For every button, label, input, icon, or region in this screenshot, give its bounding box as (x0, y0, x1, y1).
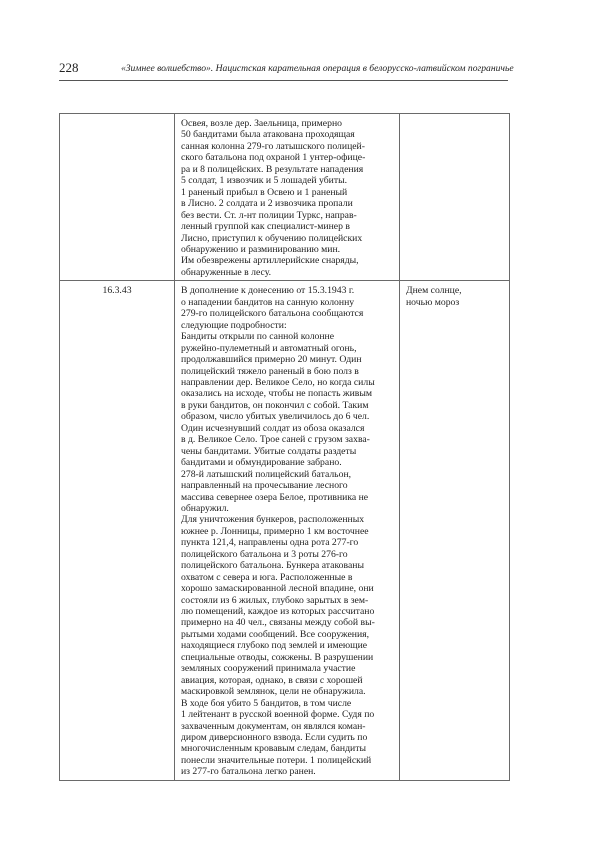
text-line: южнее р. Лонницы, примерно 1 км восточнее (181, 525, 369, 537)
text-line: примерно на 40 чел., связаны между собой вы- (181, 617, 375, 629)
text-line: полицейского батальона. Бункера атакованы (181, 560, 364, 572)
text-line: Бандиты открыли по санной колонне (181, 331, 335, 343)
text-line: Один исчезнувший солдат из обоза оказался (181, 422, 365, 434)
text-line: специальные отводы, сожжены. В разрушении (181, 651, 374, 663)
text-line: многочисленным кровавым следам, бандиты (181, 743, 366, 755)
weather-line: ночью мороз (406, 296, 460, 308)
text-line: диром диверсионного взвода. Если судить по (181, 732, 368, 744)
text-line: пункта 121,4, направлены одна рота 277-го (181, 537, 359, 549)
text-line: 50 бандитами была атакована проходящая (181, 129, 355, 141)
text-line: маскировкой землянок, цели не обнаружила. (181, 686, 366, 698)
text-line: полицейского батальона и 3 роты 276-го (181, 548, 348, 560)
text-line: следующие подробности: (181, 319, 287, 331)
text-line: 279-го полицейского батальона сообщаются (181, 308, 364, 320)
text-line: авиация, которая, однако, в связи с хорошей (181, 674, 363, 686)
text-line: полицейский тяжело раненый в бою полз в (181, 365, 359, 377)
table-row (60, 281, 510, 780)
text-line: санная колонна 279-го латышского полицей- (181, 140, 365, 152)
text-line: ружейно-пулеметный и автоматный огонь, (181, 342, 357, 354)
text-line: продолжавшийся примерно 20 минут. Один (181, 354, 362, 366)
text-line: захваченным документам, он являлся коман- (181, 720, 366, 732)
text-line: 5 солдат, 1 извозчик и 5 лошадей убиты. (181, 175, 348, 187)
text-line: Им обезврежены артиллерийские снаряды, (181, 255, 359, 267)
text-line: о нападении бандитов на санную колонну (181, 296, 355, 308)
page-header (59, 60, 514, 82)
date-cell (60, 114, 175, 281)
text-line: состояли из 6 жилых, глубоко зарытых в зем- (181, 594, 369, 606)
text-line: охватом с севера и юга. Расположенные в (181, 571, 353, 583)
text-line: в Лисно. 2 солдата и 2 извозчика пропали (181, 198, 353, 210)
text-line: в руки бандитов, он покончил с собой. Таким (181, 399, 369, 411)
text-line: Освея, возле дер. Заельница, примерно (181, 118, 342, 129)
page-number: 228 (59, 60, 79, 75)
report-text-cell (175, 281, 400, 780)
text-line: из 277-го батальона легко ранен. (181, 766, 316, 778)
report-text-cell (175, 114, 400, 281)
text-line: 278-й латышский полицейский батальон, (181, 468, 352, 480)
text-line: рытыми ходами сообщений. Все сооружения, (181, 628, 370, 640)
text-line: В дополнение к донесению от 15.3.1943 г. (181, 285, 355, 297)
header-rule (59, 80, 508, 81)
text-line: 1 раненый прибыл в Освею и 1 раненый (181, 186, 348, 198)
running-title: «Зимнее волшебство». Нацистская карательная операция в белорусско-латвийском пограничье (121, 63, 514, 74)
weather-cell (400, 281, 510, 780)
text-line: бандитами и обмундирование забрано. (181, 457, 342, 469)
text-line: находящиеся глубоко под землей и имеющие (181, 640, 368, 652)
text-line: ского батальона под охраной 1 унтер-офице- (181, 152, 366, 164)
date-cell: 16.3.43 (60, 281, 175, 780)
report-table (59, 113, 510, 781)
text-line: лю помещений, каждое из которых рассчитано (181, 606, 375, 618)
text-line: без вести. Ст. л-нт полиции Туркс, направ- (181, 209, 357, 221)
text-line: ленный группой как специалист-минер в (181, 221, 350, 233)
text-line: чены бандитами. Убитые солдаты раздеты (181, 445, 357, 457)
text-line: массива севернее озера Белое, противника не (181, 491, 369, 503)
text-line: 1 лейтенант в русской военной форме. Судя по (181, 709, 375, 721)
text-line: Лисно, приступил к обучению полицейских (181, 232, 363, 244)
text-line: понесли значительные потери. 1 полицейский (181, 754, 372, 766)
text-line: обнаружению и разминированию мин. (181, 243, 341, 255)
text-line: обнаружил. (181, 502, 229, 514)
text-line: Для уничтожения бункеров, расположенных (181, 514, 365, 526)
text-line: направленный на прочесывание лесного (181, 480, 348, 492)
text-line: ра и 8 полицейских. В результате нападения (181, 163, 364, 175)
text-line: хорошо замаскированной лесной впадине, они (181, 583, 374, 595)
text-line: В ходе боя убито 5 бандитов, в том числе (181, 697, 352, 709)
weather-cell (400, 114, 510, 281)
table-row (60, 114, 510, 281)
text-line: земляных сооружений принимала участие (181, 663, 356, 675)
text-line: образом, число убитых увеличилось до 6 чел. (181, 411, 370, 423)
text-line: в д. Великое Село. Трое саней с грузом захва- (181, 434, 370, 446)
weather-line: Днем солнце, (406, 285, 462, 297)
text-line: оказались на исходе, чтобы не попасть живым (181, 388, 373, 400)
text-line: направлении дер. Великое Село, но когда силы (181, 376, 375, 388)
text-line: обнаруженные в лесу. (181, 266, 271, 278)
